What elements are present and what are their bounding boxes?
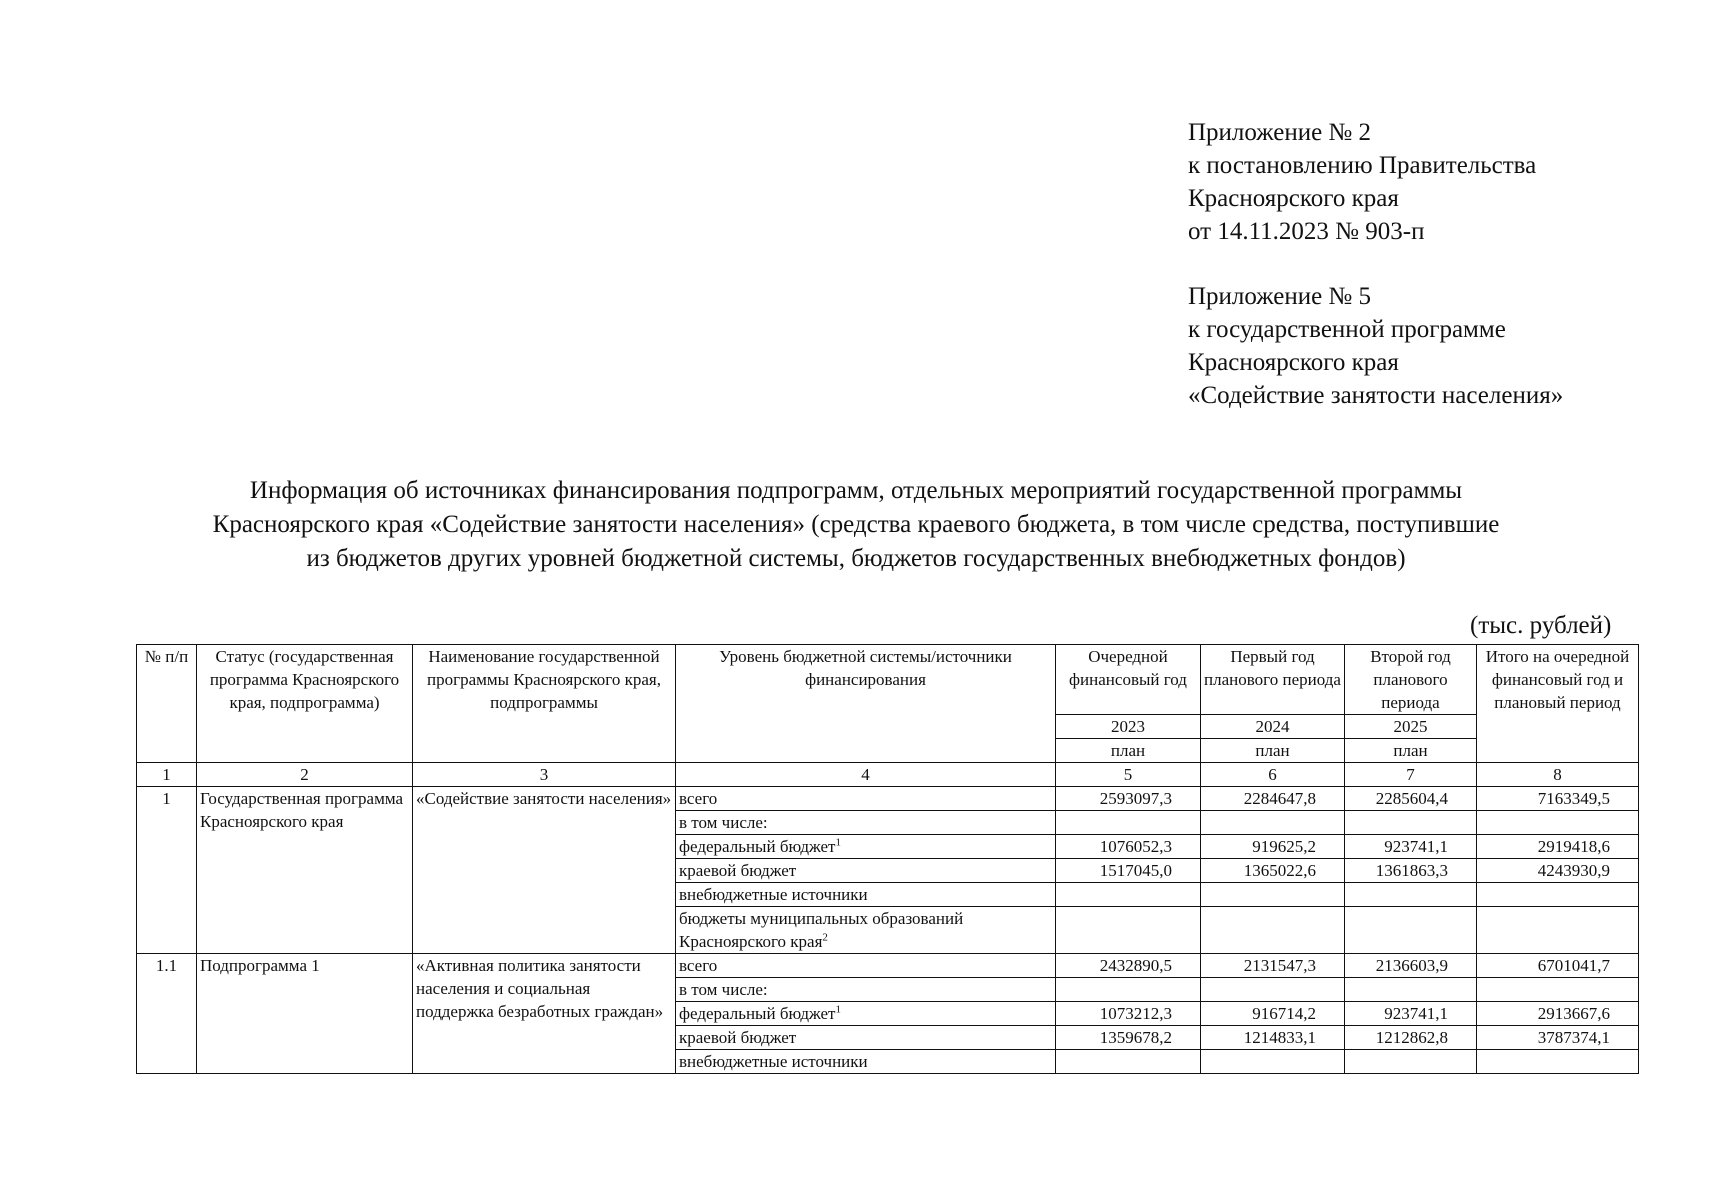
header-total: Итого на очередной финансовый год и плановый период — [1477, 645, 1639, 763]
source-cell: краевой бюджет — [676, 1026, 1056, 1050]
header-plan: план — [1056, 739, 1201, 763]
value-total — [1477, 883, 1639, 907]
value-2025 — [1345, 883, 1477, 907]
column-number: 2 — [197, 763, 413, 787]
value-2024 — [1201, 1050, 1345, 1074]
column-number: 8 — [1477, 763, 1639, 787]
value-2025: 1212862,8 — [1345, 1026, 1477, 1050]
source-cell: всего — [676, 787, 1056, 811]
value-2024 — [1201, 883, 1345, 907]
column-numbers-row — [137, 763, 1639, 787]
source-text: федеральный бюджет — [679, 837, 836, 856]
header-name: Наименование государственной программы Красноярского края, подпрограммы — [413, 645, 676, 763]
header-plan: план — [1345, 739, 1477, 763]
value-2024: 919625,2 — [1201, 835, 1345, 859]
financing-table — [136, 644, 1639, 1074]
value-2023: 2593097,3 — [1056, 787, 1201, 811]
value-2025: 2136603,9 — [1345, 954, 1477, 978]
title-line: Красноярского края «Содействие занятости населения» (средства краевого бюджета, в том числе средства, поступившие — [212, 511, 1500, 538]
row-num: 1.1 — [137, 954, 197, 1074]
source-cell — [676, 1002, 1056, 1026]
value-2025 — [1345, 978, 1477, 1002]
appendix-2-line: к постановлению Правительства — [1188, 152, 1537, 179]
value-total — [1477, 978, 1639, 1002]
source-text: Красноярского края — [679, 932, 823, 951]
footnote-mark: 2 — [822, 931, 828, 944]
title-line: из бюджетов других уровней бюджетной системы, бюджетов государственных внебюджетных фондов) — [306, 545, 1406, 572]
value-2025: 1361863,3 — [1345, 859, 1477, 883]
value-2023: 1076052,3 — [1056, 835, 1201, 859]
document-title — [100, 474, 1612, 576]
footnote-mark: 1 — [835, 1003, 841, 1016]
appendix-2-line: Красноярского края — [1188, 185, 1399, 212]
row-program-name: «Активная политика занятости населения и социальная поддержка безработных граждан» — [413, 954, 676, 1074]
column-number: 3 — [413, 763, 676, 787]
appendix-5-line: к государственной программе — [1188, 316, 1506, 343]
appendix-2-line: Приложение № 2 — [1188, 119, 1372, 146]
header-year-1: Очередной финансовый год — [1056, 645, 1201, 715]
header-year-2024: 2024 — [1201, 715, 1345, 739]
row-status: Подпрограмма 1 — [197, 954, 413, 1074]
value-2025: 2285604,4 — [1345, 787, 1477, 811]
value-total: 6701041,7 — [1477, 954, 1639, 978]
value-2023: 1073212,3 — [1056, 1002, 1201, 1026]
value-2023: 1359678,2 — [1056, 1026, 1201, 1050]
footnote-mark: 1 — [835, 836, 841, 849]
row-program-name: «Содействие занятости населения» — [413, 787, 676, 954]
value-total: 2919418,6 — [1477, 835, 1639, 859]
value-2025 — [1345, 1050, 1477, 1074]
source-cell: внебюджетные источники — [676, 1050, 1056, 1074]
table-row — [137, 787, 1639, 811]
column-number: 5 — [1056, 763, 1201, 787]
appendix-5-block — [1188, 280, 1563, 412]
units-label: (тыс. рублей) — [1470, 612, 1612, 639]
header-level: Уровень бюджетной системы/источники финансирования — [676, 645, 1056, 763]
source-cell: в том числе: — [676, 978, 1056, 1002]
appendix-5-line: «Содействие занятости населения» — [1188, 382, 1564, 409]
header-year-2025: 2025 — [1345, 715, 1477, 739]
column-number: 7 — [1345, 763, 1477, 787]
source-cell — [676, 835, 1056, 859]
value-total — [1477, 811, 1639, 835]
value-2023 — [1056, 907, 1201, 954]
source-text: федеральный бюджет — [679, 1004, 836, 1023]
source-cell: внебюджетные источники — [676, 883, 1056, 907]
column-number: 1 — [137, 763, 197, 787]
source-cell: всего — [676, 954, 1056, 978]
value-2024: 916714,2 — [1201, 1002, 1345, 1026]
value-2024: 1365022,6 — [1201, 859, 1345, 883]
value-total: 7163349,5 — [1477, 787, 1639, 811]
header-status: Статус (государственная программа Красноярского края, подпрограмма) — [197, 645, 413, 763]
column-number: 4 — [676, 763, 1056, 787]
appendix-5-line: Приложение № 5 — [1188, 283, 1372, 310]
source-text-line2 — [679, 930, 1052, 953]
header-year-2: Первый год планового периода — [1201, 645, 1345, 715]
row-status: Государственная программа Красноярского края — [197, 787, 413, 954]
value-2024: 1214833,1 — [1201, 1026, 1345, 1050]
value-total: 2913667,6 — [1477, 1002, 1639, 1026]
source-cell — [676, 907, 1056, 954]
value-total — [1477, 1050, 1639, 1074]
value-2023 — [1056, 1050, 1201, 1074]
column-number: 6 — [1201, 763, 1345, 787]
source-cell: краевой бюджет — [676, 859, 1056, 883]
value-2023 — [1056, 811, 1201, 835]
table-row — [137, 954, 1639, 978]
appendix-2-line: от 14.11.2023 № 903-п — [1188, 218, 1425, 245]
row-num: 1 — [137, 787, 197, 954]
header-num: № п/п — [137, 645, 197, 763]
value-2023 — [1056, 883, 1201, 907]
value-total: 3787374,1 — [1477, 1026, 1639, 1050]
value-2025 — [1345, 907, 1477, 954]
value-total: 4243930,9 — [1477, 859, 1639, 883]
header-year-2023: 2023 — [1056, 715, 1201, 739]
value-2024 — [1201, 978, 1345, 1002]
value-2025: 923741,1 — [1345, 835, 1477, 859]
value-2024: 2284647,8 — [1201, 787, 1345, 811]
header-plan: план — [1201, 739, 1345, 763]
value-2023: 1517045,0 — [1056, 859, 1201, 883]
appendix-5-line: Красноярского края — [1188, 349, 1399, 376]
value-2024 — [1201, 811, 1345, 835]
value-2023: 2432890,5 — [1056, 954, 1201, 978]
value-2025 — [1345, 811, 1477, 835]
value-2023 — [1056, 978, 1201, 1002]
header-row — [137, 645, 1639, 715]
source-text: бюджеты муниципальных образований — [679, 909, 964, 928]
value-2024: 2131547,3 — [1201, 954, 1345, 978]
title-line: Информация об источниках финансирования подпрограмм, отдельных мероприятий государственной программы — [249, 477, 1463, 504]
value-2024 — [1201, 907, 1345, 954]
value-total — [1477, 907, 1639, 954]
header-year-3: Второй год планового периода — [1345, 645, 1477, 715]
appendix-2-block — [1188, 116, 1536, 248]
value-2025: 923741,1 — [1345, 1002, 1477, 1026]
source-cell: в том числе: — [676, 811, 1056, 835]
